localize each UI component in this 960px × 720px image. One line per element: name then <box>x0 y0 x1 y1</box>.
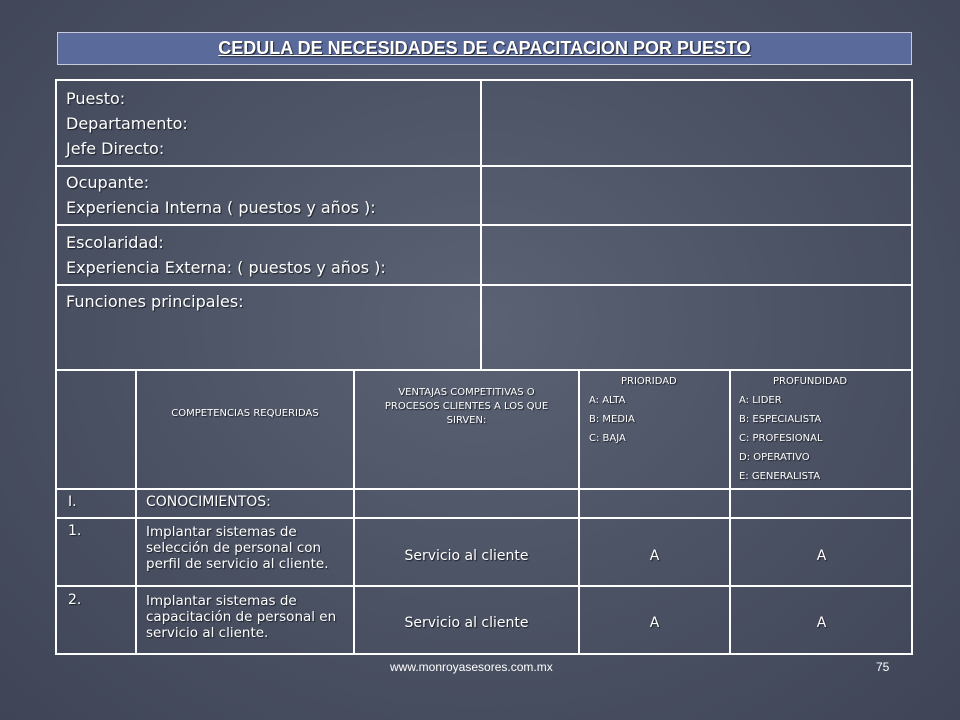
label-ocupante: Ocupante: <box>66 173 150 192</box>
profundidad-option-especialista: B: ESPECIALISTA <box>739 414 822 425</box>
profundidad-cell: A <box>816 615 827 631</box>
info-divider-1 <box>56 165 912 167</box>
info-divider-3 <box>56 284 912 286</box>
page-title-bar <box>57 32 912 65</box>
info-divider-4 <box>56 369 912 371</box>
table-col-line-3 <box>578 370 580 654</box>
ventaja-cell: Servicio al cliente <box>404 548 529 564</box>
profundidad-option-generalista: E: GENERALISTA <box>739 471 821 482</box>
info-block-ocupante <box>66 170 376 220</box>
profundidad-cell: A <box>816 548 827 564</box>
table-col-line-4 <box>729 370 731 654</box>
prioridad-option-alta: A: ALTA <box>589 395 626 406</box>
info-divider-2 <box>56 224 912 226</box>
competencia-text: Implantar sistemas de capacitación de personal en servicio al cliente. <box>146 593 337 641</box>
prioridad-cell: A <box>649 548 660 564</box>
header-profundidad <box>739 372 847 486</box>
page-title: CEDULA DE NECESIDADES DE CAPACITACION POR PUESTO <box>218 38 751 58</box>
page-number: 75 <box>876 660 890 674</box>
prioridad-option-media: B: MEDIA <box>589 414 635 425</box>
label-puesto: Puesto: <box>66 89 126 108</box>
label-escolaridad: Escolaridad: <box>66 233 164 252</box>
row-number: 1. <box>68 523 82 539</box>
info-block-puesto <box>66 86 188 161</box>
prioridad-cell: A <box>649 615 660 631</box>
row-number: 2. <box>68 592 82 608</box>
profundidad-option-operativo: D: OPERATIVO <box>739 452 810 463</box>
label-experiencia-interna: Experiencia Interna ( puestos y años ): <box>66 198 376 217</box>
label-departamento: Departamento: <box>66 114 188 133</box>
profundidad-option-profesional: C: PROFESIONAL <box>739 433 823 444</box>
header-competencias: COMPETENCIAS REQUERIDAS <box>171 408 319 419</box>
info-block-funciones <box>66 289 244 314</box>
prioridad-option-baja: C: BAJA <box>589 433 626 444</box>
competencia-text: Implantar sistemas de selección de personal con perfil de servicio al cliente. <box>146 524 329 572</box>
table-row-line-1 <box>56 488 912 490</box>
info-block-escolaridad <box>66 230 386 280</box>
label-funciones-principales: Funciones principales: <box>66 292 244 311</box>
label-jefe-directo: Jefe Directo: <box>66 139 165 158</box>
section-label: CONOCIMIENTOS: <box>146 494 271 510</box>
section-number: I. <box>68 494 77 510</box>
table-row-line-3 <box>56 585 912 587</box>
footer-url: www.monroyasesores.com.mx <box>390 660 553 674</box>
header-prioridad <box>589 372 677 448</box>
label-experiencia-externa: Experiencia Externa: ( puestos y años ): <box>66 258 386 277</box>
table-row-line-2 <box>56 517 912 519</box>
ventaja-cell: Servicio al cliente <box>404 615 529 631</box>
profundidad-title: PROFUNDIDAD <box>773 376 848 387</box>
profundidad-option-lider: A: LIDER <box>739 395 782 406</box>
prioridad-title: PRIORIDAD <box>621 376 677 387</box>
header-ventajas: VENTAJAS COMPETITIVAS O PROCESOS CLIENTES A LOS QUE SIRVEN: <box>384 387 549 426</box>
